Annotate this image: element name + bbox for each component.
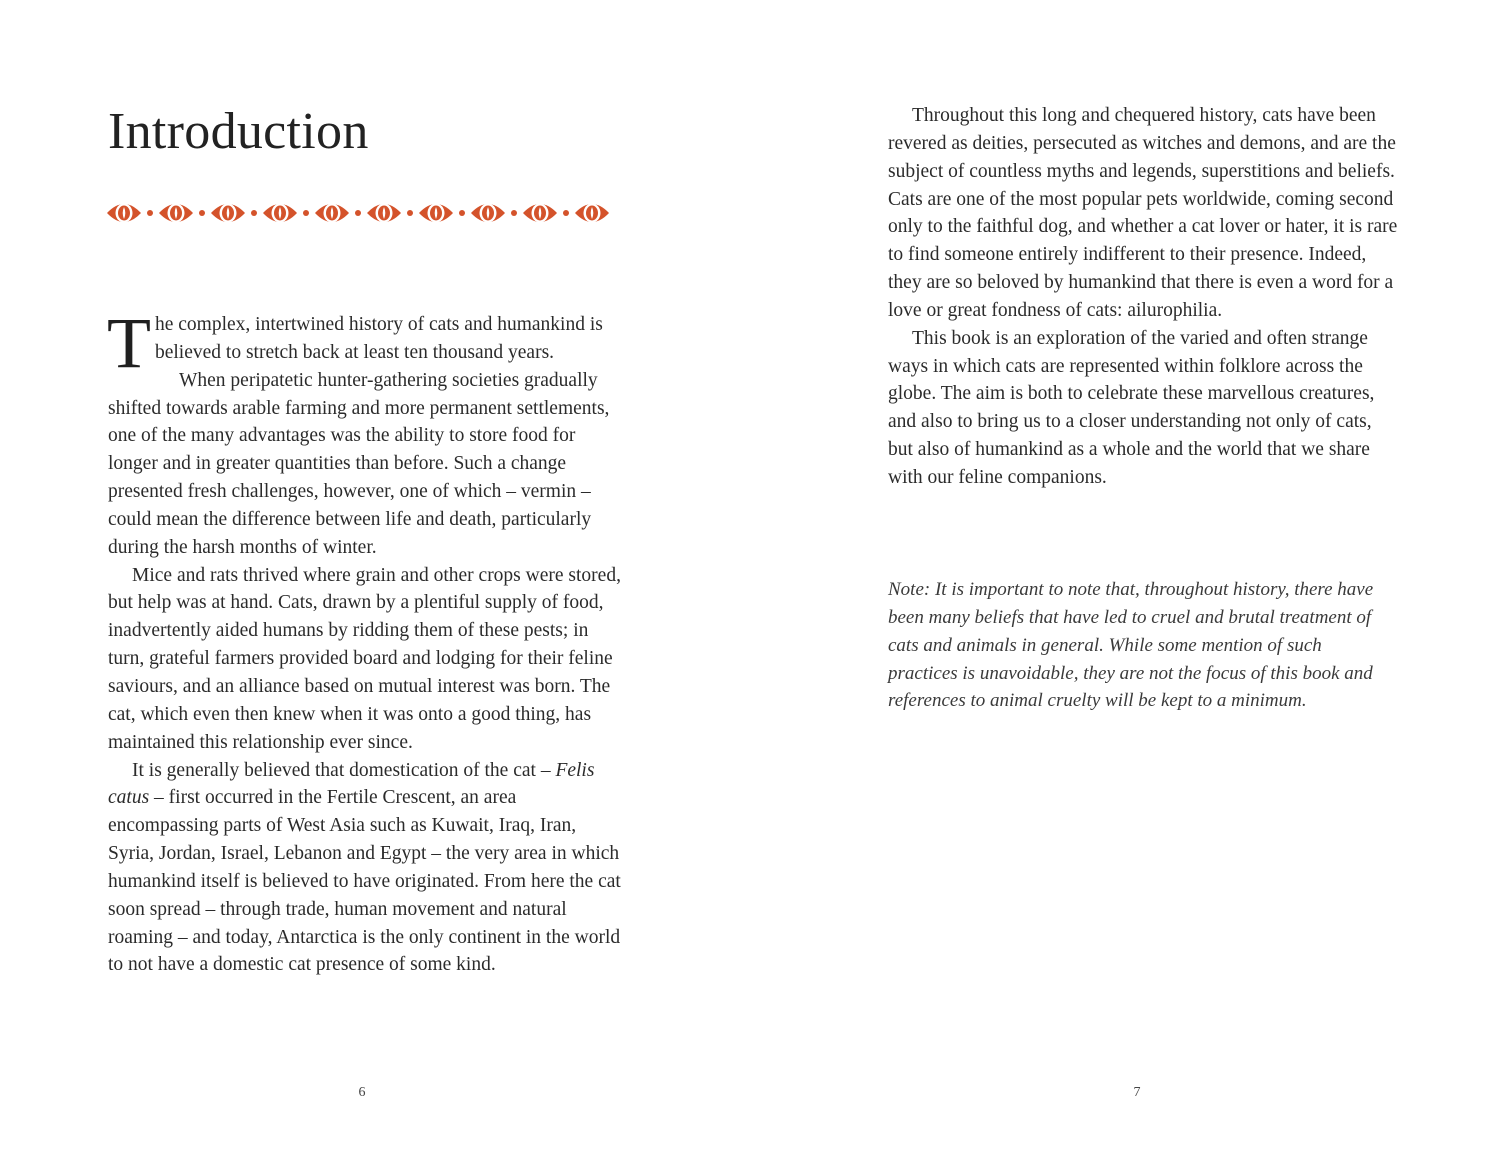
paragraph-3: Mice and rats thrived where grain and other crops were stored, but help was at hand. Cats, drawn by a plentiful supply of food, inadvertently aided humans by ridding them of these pests; in turn, grateful farmers provided board and lodging for their feline saviours, and an alliance based on mutual interest was born. The cat, which even then knew when it was onto a good thing, has maintained this relationship ever since. — [108, 564, 621, 753]
ornament-dot — [251, 210, 257, 216]
paragraph-5: Throughout this long and chequered history, cats have been revered as deities, persecuted as witches and demons, and are the subject of countless myths and legends, superstitions and beliefs. Cats are one of the most popular pets worldwide, coming second only to the faithful dog, and whether a cat lover or hater, it is rare to find someone entirely indifferent to their presence. Indeed, they are so beloved by humankind that there is even a word for a love or great fondness of cats: ailurophilia. — [888, 105, 1398, 321]
drop-cap: T — [107, 303, 151, 383]
paragraph-2: When peripatetic hunter-gathering societies gradually shifted towards arable farming and more permanent settlements, one of the many advantages was the ability to store food for longer and in greater quantities than before. Such a change presented fresh challenges, however, one of which – vermin – could mean the difference between life and death, particularly during the harsh months of winter. — [108, 369, 610, 558]
right-page-body — [888, 102, 1398, 492]
cat-eye-icon — [575, 204, 609, 223]
author-note: Note: It is important to note that, throughout history, there have been many beliefs that have led to cruel and brutal treatment of cats and animals in general. While some mention of such practices is unavoidable, they are not the focus of this book and references to animal cruelty will be kept to a minimum. — [888, 579, 1374, 712]
cat-eye-icon — [367, 204, 401, 223]
cat-eye-icon — [471, 204, 505, 223]
ornament-dot — [355, 210, 361, 216]
cat-eye-icon — [419, 204, 453, 223]
ornament-dot — [459, 210, 465, 216]
cat-eye-icon — [263, 204, 297, 223]
species-name: Felis catus — [108, 759, 595, 809]
paragraph-4 — [108, 757, 623, 980]
paragraph-6: This book is an exploration of the varied and often strange ways in which cats are represented within folklore across the globe. The aim is both to celebrate these marvellous creatures, and also to bring us to a closer understanding not only of cats, but also of humankind as a whole and the world that we share with our feline companions. — [888, 327, 1375, 488]
paragraph-4-text-end: – first occurred in the Fertile Crescent, an area encompassing parts of West Asia such as Kuwait, Iraq, Iran, Syria, Jordan, Israel, Lebanon and Egypt – the very area in which humankind itself is believed to have originated. From here the cat soon spread – through trade, human movement and natural roaming – and today, Antarctica is the only continent in the world to not have a domestic cat presence of some kind. — [108, 787, 621, 976]
ornament-dot — [511, 210, 517, 216]
left-page-body — [107, 303, 623, 979]
ornament-dot — [303, 210, 309, 216]
page-number: 6 — [358, 1085, 366, 1100]
cat-eye-icon — [107, 204, 141, 223]
ornament-dot — [407, 210, 413, 216]
cat-eye-ornament — [107, 197, 617, 229]
ornament-dot — [563, 210, 569, 216]
paragraph-1 — [107, 303, 623, 383]
cat-eye-icon — [159, 204, 193, 223]
cat-eye-icon — [315, 204, 349, 223]
cat-eye-icon — [211, 204, 245, 223]
paragraph-4-text-start: It is generally believed that domestication of the cat – — [132, 759, 551, 781]
ornament-dot — [147, 210, 153, 216]
ornament-dot — [199, 210, 205, 216]
cat-eye-icon — [523, 204, 557, 223]
page-number: 7 — [1133, 1085, 1141, 1100]
chapter-title: Introduction — [108, 103, 369, 160]
paragraph-1-text: he complex, intertwined history of cats and humankind is believed to stretch back at least ten thousand years. — [154, 314, 603, 363]
